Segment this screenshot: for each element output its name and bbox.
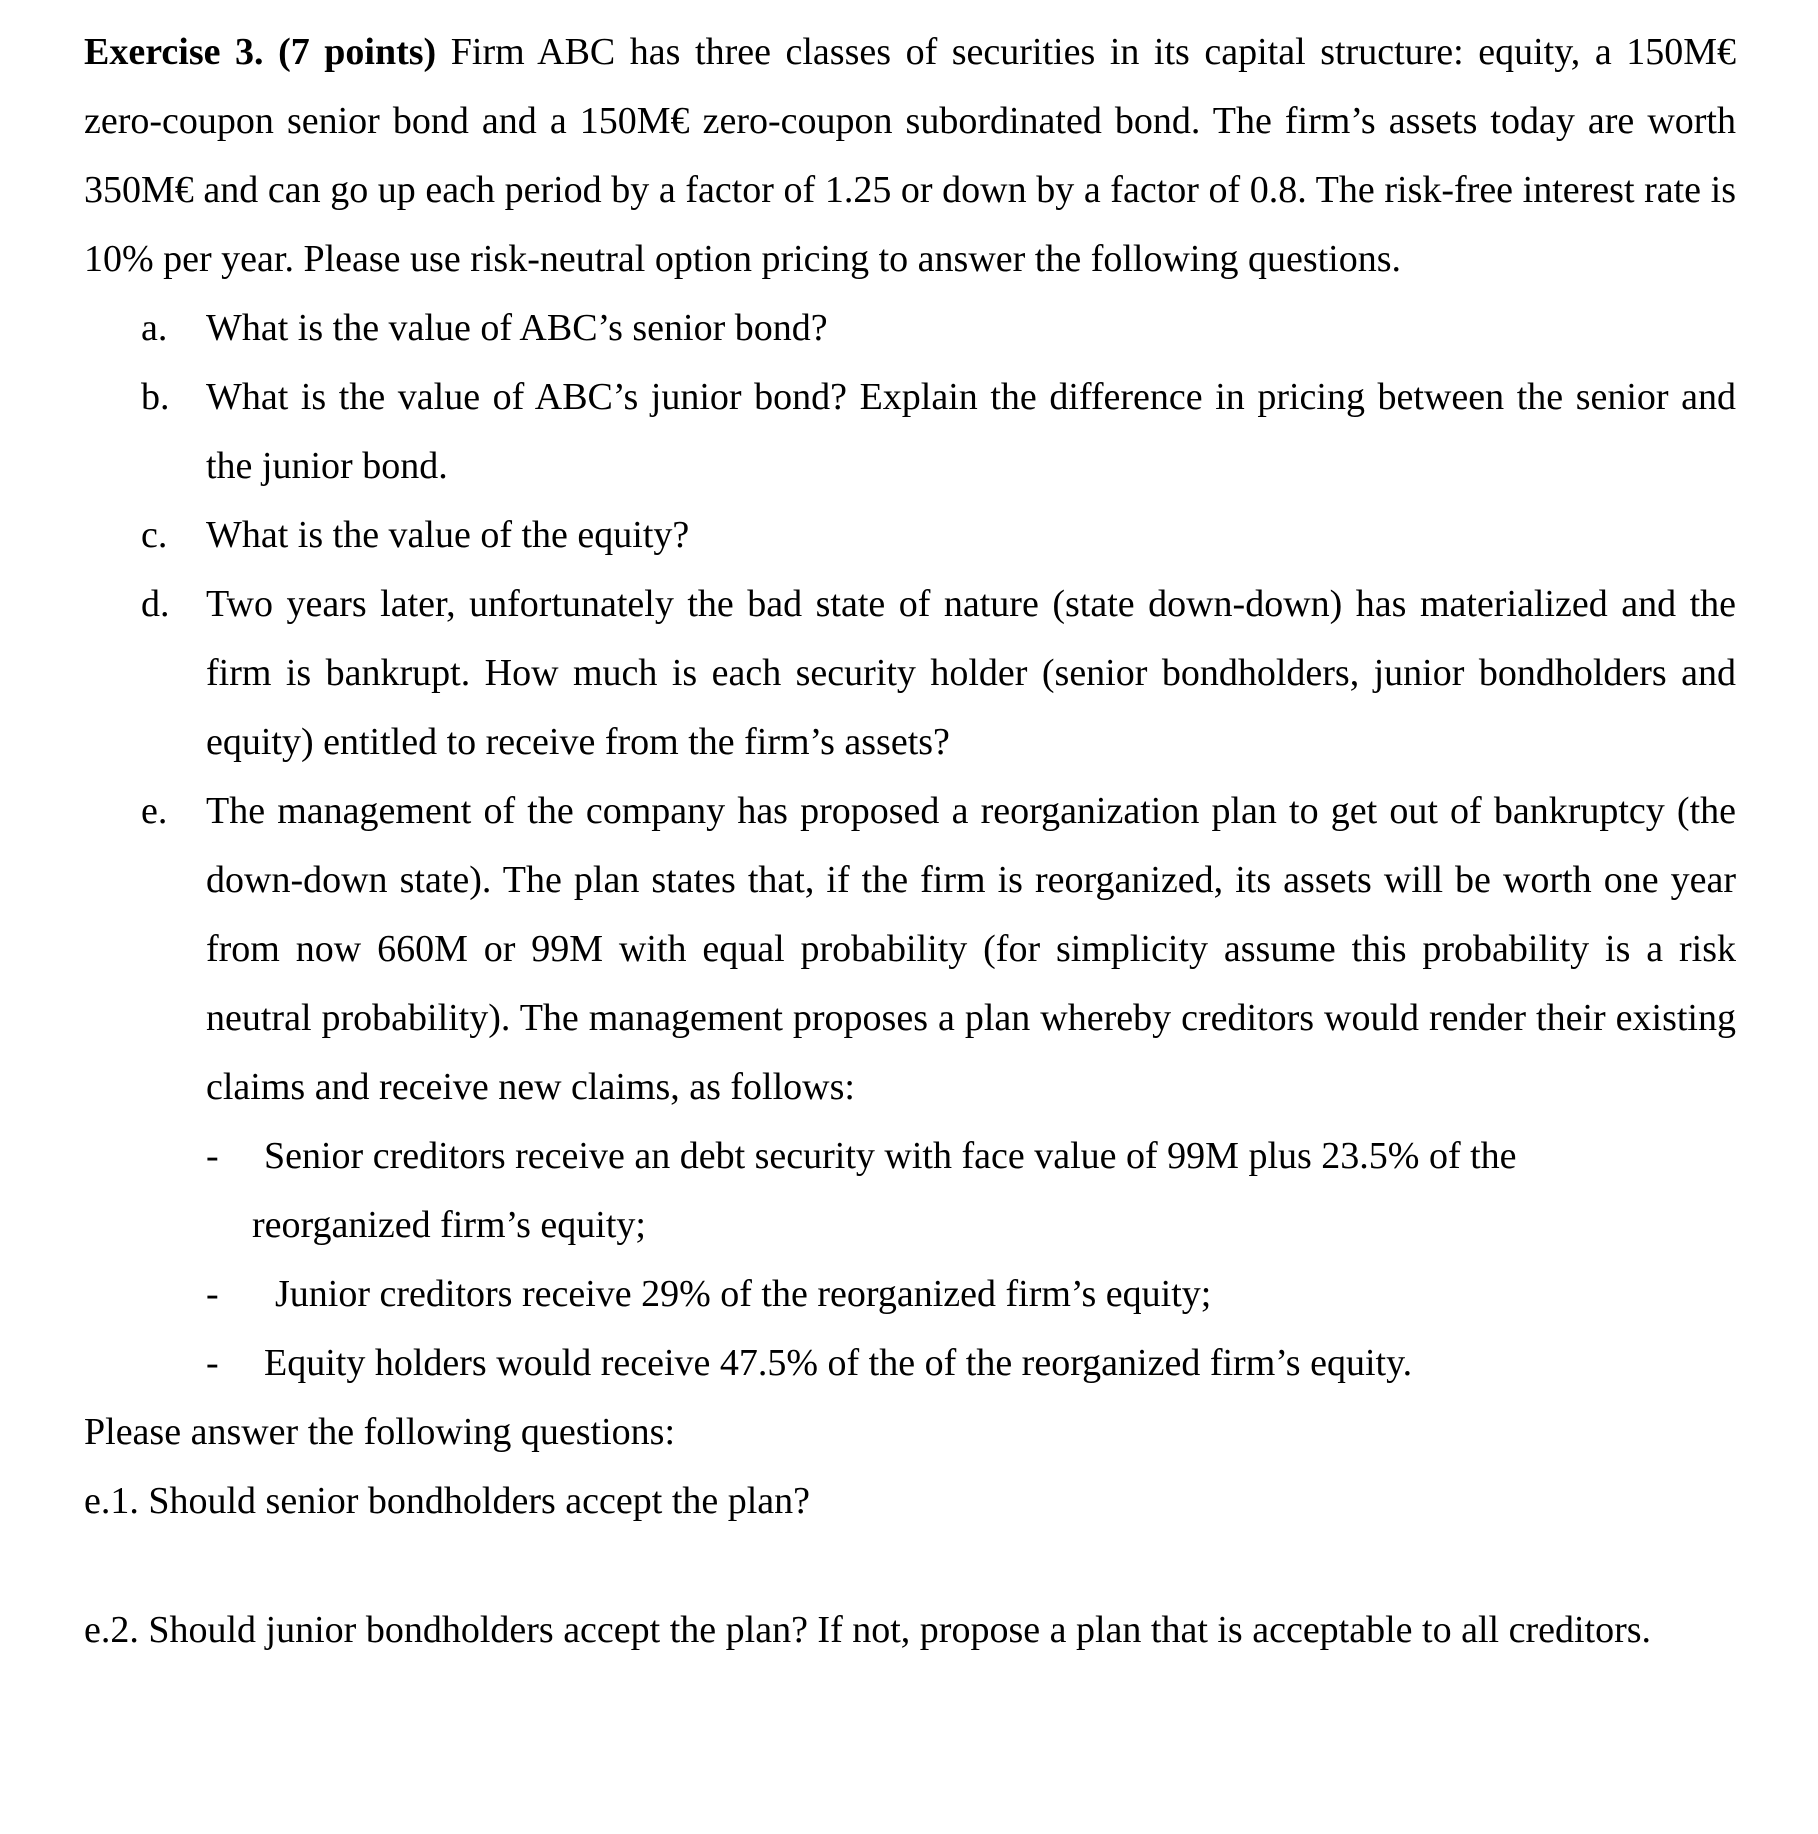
spacer (84, 1536, 1736, 1596)
question-d (84, 570, 1736, 777)
list-dash: - (206, 1135, 219, 1177)
question-a (84, 294, 1736, 363)
list-dash: - (206, 1342, 219, 1384)
plan-item-text: Junior creditors receive 29% of the reorganized firm’s equity; (275, 1273, 1212, 1315)
question-letter: a. (141, 307, 168, 349)
question-e1: e.1. Should senior bondholders accept the plan? (84, 1480, 811, 1522)
exercise-intro-text: Firm ABC has three classes of securities in its capital structure: equity, a 150M€ zero-coupon senior bond and a 150M€ zero-coupon subordinated bond. The firm’s assets today are worth 350M€ and can go up each period by a factor of 1.25 or down by a factor of 0.8. The risk-free interest rate is 10% per year. Please use risk-neutral option pricing to answer the following questions. (84, 31, 1737, 280)
question-text: Two years later, unfortunately the bad state of nature (state down-down) has materialized and the firm is bankrupt. How much is each security holder (senior bondholders, junior bondholders and equity) entitled to receive from the firm’s assets? (206, 583, 1736, 763)
plan-item-equity (84, 1329, 1736, 1398)
question-text: What is the value of ABC’s junior bond? Explain the difference in pricing between the senior and the junior bond. (206, 376, 1736, 487)
question-letter: d. (141, 583, 170, 625)
exercise-title: Exercise 3. (7 points) (84, 31, 437, 73)
plan-item-text-continued: reorganized firm’s equity; (252, 1204, 646, 1246)
question-text: The management of the company has proposed a reorganization plan to get out of bankruptcy (the down-down state). The plan states that, if the firm is reorganized, its assets will be worth one year from now 660M or 99M with equal probability (for simplicity assume this probability is a risk neutral probability). The management proposes a plan whereby creditors would render their existing claims and receive new claims, as follows: (206, 790, 1736, 1108)
list-dash: - (206, 1273, 219, 1315)
exercise-intro (84, 18, 1736, 294)
followup-prompt: Please answer the following questions: (84, 1411, 676, 1453)
plan-item-text: Equity holders would receive 47.5% of the of the reorganized firm’s equity. (264, 1342, 1413, 1384)
question-letter: b. (141, 376, 170, 418)
question-b (84, 363, 1736, 501)
plan-item-junior (84, 1260, 1736, 1329)
question-letter: c. (141, 514, 168, 556)
question-text: What is the value of the equity? (206, 514, 690, 556)
plan-item-senior (84, 1122, 1736, 1260)
question-e2: e.2. Should junior bondholders accept the plan? If not, propose a plan that is acceptable to all creditors. (84, 1609, 1652, 1651)
plan-item-text: Senior creditors receive an debt security with face value of 99M plus 23.5% of the (264, 1135, 1517, 1177)
question-letter: e. (141, 790, 168, 832)
question-c (84, 501, 1736, 570)
exercise-document (84, 18, 1736, 1665)
question-e (84, 777, 1736, 1122)
question-text: What is the value of ABC’s senior bond? (206, 307, 828, 349)
